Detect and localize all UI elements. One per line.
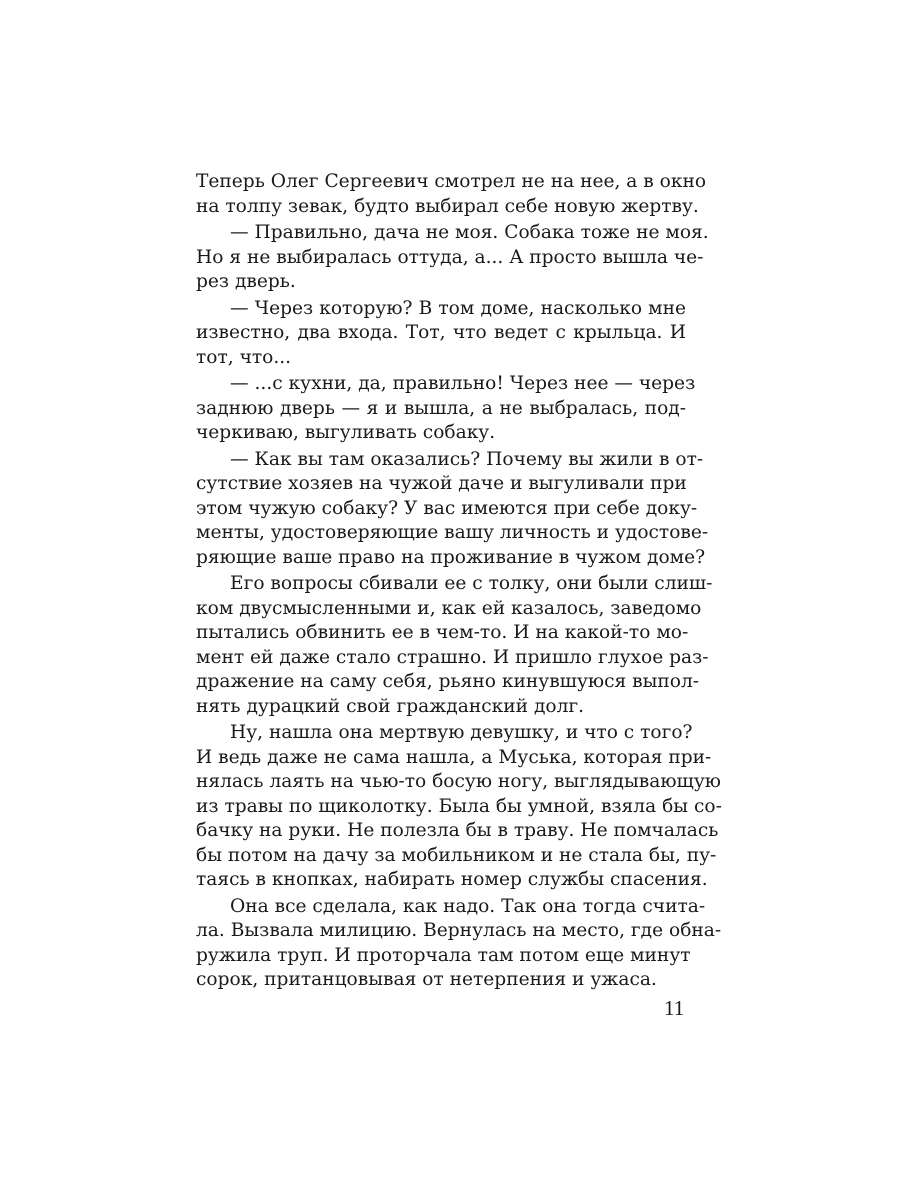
- text-line: пытались обвинить ее в чем-то. И на какой-то мо-: [196, 622, 689, 643]
- text-line: нять дурацкий свой гражданский долг.: [196, 695, 585, 717]
- body-text: [196, 170, 722, 995]
- text-line: И ведь даже не сама нашла, а Муська, которая при-: [196, 746, 712, 768]
- paragraph: [196, 372, 696, 446]
- paragraph: [196, 572, 713, 719]
- text-line: — Через которую? В том доме, насколько мне: [230, 297, 686, 319]
- text-line: бы потом на дачу за мобильником и не стала бы, пу-: [196, 844, 717, 866]
- text-line: известно, два входа. Тот, что ведет с крыльца. И: [196, 322, 686, 343]
- text-line: бачку на руки. Не полезла бы в траву. Не помчалась: [196, 820, 719, 841]
- text-line: — Правильно, дача не моя. Собака тоже не моя.: [230, 222, 709, 243]
- text-line: ряющие ваше право на проживание в чужом доме?: [196, 546, 706, 568]
- text-line: Теперь Олег Сергеевич смотрел не на нее, а в окно: [196, 171, 707, 192]
- text-line: нялась лаять на чью-то босую ногу, выглядывающую: [196, 771, 721, 792]
- text-line: ком двусмысленными и, как ей казалось, заведомо: [196, 597, 702, 619]
- paragraph: [196, 895, 722, 993]
- text-line: на толпу зевак, будто выбирал себе новую жертву.: [196, 195, 699, 217]
- text-line: мент ей даже стало страшно. И пришло глухое раз-: [196, 646, 709, 668]
- text-line: сорок, пританцовывая от нетерпения и ужаса.: [196, 969, 657, 990]
- text-line: сутствие хозяев на чужой даче и выгуливали при: [196, 473, 687, 494]
- paragraph: [196, 721, 722, 893]
- text-line: — Как вы там оказались? Почему вы жили в от-: [230, 448, 704, 470]
- text-line: Ну, нашла она мертвую девушку, и что с того?: [230, 722, 693, 743]
- text-line: ружила труп. И проторчала там потом еще минут: [196, 944, 691, 966]
- text-line: заднюю дверь — я и вышла, а не выбралась, под-: [196, 397, 686, 419]
- text-line: этом чужую собаку? У вас имеются при себе доку-: [196, 497, 698, 519]
- text-line: черкиваю, выгуливать собаку.: [196, 422, 496, 443]
- text-line: тот, что...: [196, 346, 292, 368]
- page-number: 11: [664, 996, 685, 1020]
- paragraph: [196, 448, 709, 571]
- text-line: — ...с кухни, да, правильно! Через нее — через: [230, 373, 696, 394]
- paragraph: [196, 170, 707, 219]
- text-line: Она все сделала, как надо. Так она тогда счита-: [230, 895, 706, 917]
- text-line: Но я не выбиралась оттуда, а... А просто вышла че-: [196, 246, 704, 268]
- text-line: таясь в кнопках, набирать номер службы спасения.: [196, 869, 708, 890]
- text-line: дражение на саму себя, рьяно кинувшуюся выпол-: [196, 671, 700, 692]
- text-line: ла. Вызвала милицию. Вернулась на место, где обна-: [196, 920, 722, 941]
- paragraph: [196, 221, 709, 295]
- text-line: Его вопросы сбивали ее с толку, они были слиш-: [230, 573, 713, 594]
- paragraph: [196, 297, 686, 371]
- text-line: менты, удостоверяющие вашу личность и удостове-: [196, 522, 709, 543]
- text-line: рез дверь.: [196, 271, 296, 292]
- text-line: из травы по щиколотку. Была бы умной, взяла бы со-: [196, 795, 722, 817]
